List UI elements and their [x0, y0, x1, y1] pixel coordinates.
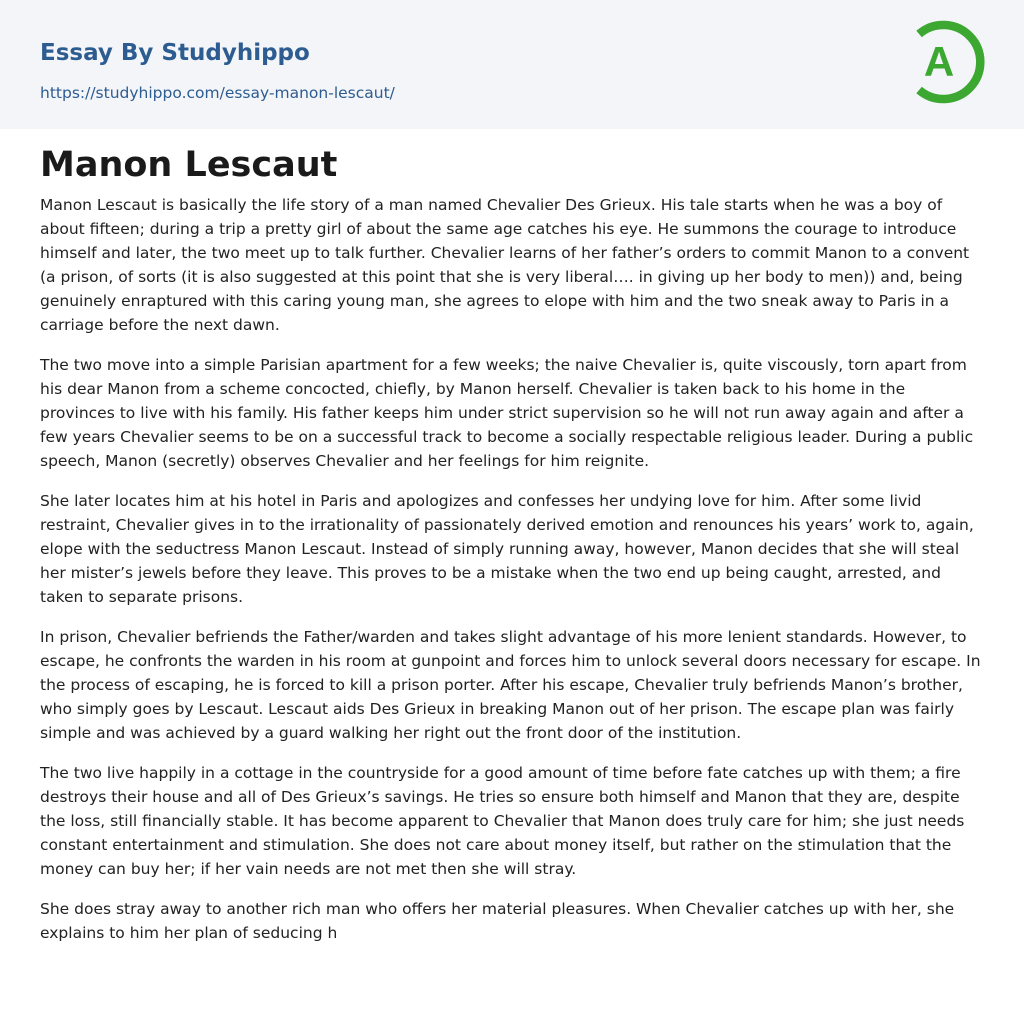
- source-url-link[interactable]: https://studyhippo.com/essay-manon-lescaut/: [40, 84, 395, 102]
- paragraph: She later locates him at his hotel in Paris and apologizes and confesses her undying love for him. After some livid restraint, Chevalier gives in to the irrationality of passionately derived emotion and renounces his years’ work to, again, elope with the seductress Manon Lescaut. Instead of simply running away, however, Manon decides that she will steal her mister’s jewels before they leave. This proves to be a mistake when the two end up being caught, arrested, and taken to separate prisons.: [40, 492, 974, 607]
- studyhippo-logo-icon[interactable]: [910, 18, 988, 106]
- site-header: [0, 0, 1024, 129]
- paragraph: The two move into a simple Parisian apartment for a few weeks; the naive Chevalier is, quite viscously, torn apart from his dear Manon from a scheme concocted, chiefly, by Manon herself. Chevalier is taken back to his home in the provinces to live with his family. His father keeps him under strict supervision so he will not run away again and after a few years Chevalier seems to be on a successful track to become a socially respectable religious leader. During a public speech, Manon (secretly) observes Chevalier and her feelings for him reignite.: [40, 356, 974, 471]
- page-title: Manon Lescaut: [40, 145, 338, 185]
- paragraph: She does stray away to another rich man who offers her material pleasures. When Chevalier catches up with her, she explains to him her plan of seducing h: [40, 900, 955, 943]
- logo-letter: A: [923, 38, 955, 85]
- paragraph: The two live happily in a cottage in the countryside for a good amount of time before fate catches up with them; a fire destroys their house and all of Des Grieux’s savings. He tries so ensure both himself and Manon that they are, despite the loss, still financially stable. It has become apparent to Chevalier that Manon does truly care for him; she just needs constant entertainment and stimulation. She does not care about money itself, but rather on the stimulation that the money can buy her; if her vain needs are not met then she will stray.: [40, 764, 965, 879]
- brand-title[interactable]: Essay By Studyhippo: [40, 40, 310, 66]
- paragraph: In prison, Chevalier befriends the Father/warden and takes slight advantage of his more lenient standards. However, to escape, he confronts the warden in his room at gunpoint and forces him to unlock several doors necessary for escape. In the process of escaping, he is forced to kill a prison porter. After his escape, Chevalier truly befriends Manon’s brother, who simply goes by Lescaut. Lescaut aids Des Grieux in breaking Manon out of her prison. The escape plan was fairly simple and was achieved by a guard walking her right out the front door of the institution.: [40, 628, 981, 743]
- paragraph: Manon Lescaut is basically the life story of a man named Chevalier Des Grieux. His tale starts when he was a boy of about fifteen; during a trip a pretty girl of about the same age catches his eye. He summons the courage to introduce himself and later, the two meet up to talk further. Chevalier learns of her father’s orders to commit Manon to a convent (a prison, of sorts (it is also suggested at this point that she is very liberal…. in giving up her body to men)) and, being genuinely enraptured with this caring young man, she agrees to elope with him and the two sneak away to Paris in a carriage before the next dawn.: [40, 196, 970, 335]
- article: [0, 129, 1024, 945]
